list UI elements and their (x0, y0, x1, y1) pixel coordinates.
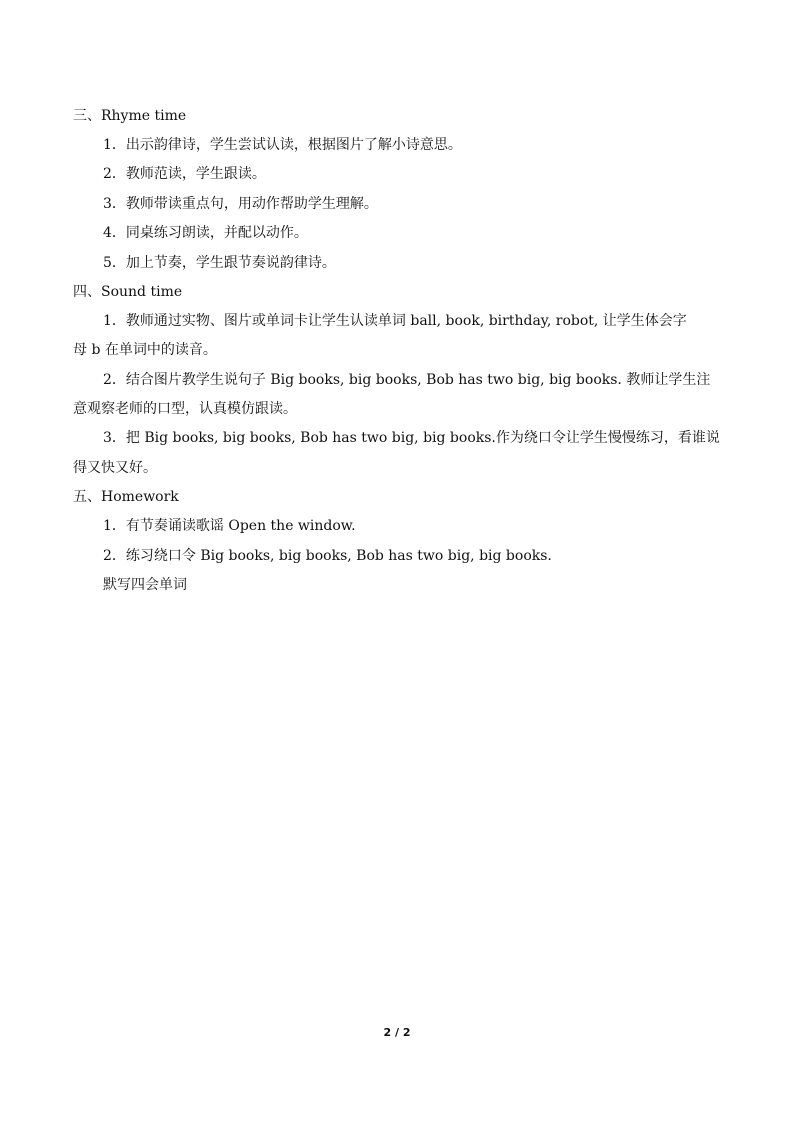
list-item: 1．有节奏诵读歌谣 Open the window. (103, 518, 356, 534)
paragraph-line: 2．结合图片教学生说句子 Big books, big books, Bob has two big, big books. 教师让学生注 (103, 372, 711, 388)
list-item: 1．出示韵律诗，学生尝试认读，根据图片了解小诗意思。 (103, 137, 462, 153)
section-heading-homework: 五、Homework (73, 489, 179, 505)
paragraph-line: 3．把 Big books, big books, Bob has two big, big books.作为绕口令让学生慢慢练习，看谁说 (103, 430, 720, 446)
list-item: 2．教师范读，学生跟读。 (103, 166, 266, 182)
list-item: 2．练习绕口令 Big books, big books, Bob has two big, big books. (103, 548, 552, 564)
paragraph-line: 意观察老师的口型，认真模仿跟读。 (73, 401, 297, 417)
list-item: 5．加上节奏，学生跟节奏说韵律诗。 (103, 255, 336, 271)
section-heading-rhyme-time: 三、Rhyme time (73, 108, 187, 124)
page-number: 2 / 2 (383, 1026, 411, 1039)
section-heading-sound-time: 四、Sound time (73, 284, 183, 300)
list-item: 4．同桌练习朗读，并配以动作。 (103, 225, 308, 241)
paragraph-line: 得又快又好。 (73, 460, 157, 476)
homework-note: 默写四会单词 (103, 577, 187, 593)
list-item: 3．教师带读重点句，用动作帮助学生理解。 (103, 196, 378, 212)
paragraph-line: 1．教师通过实物、图片或单词卡让学生认读单词 ball, book, birthday, robot, 让学生体会字 (103, 313, 687, 329)
paragraph-line: 母 b 在单词中的读音。 (73, 342, 217, 358)
